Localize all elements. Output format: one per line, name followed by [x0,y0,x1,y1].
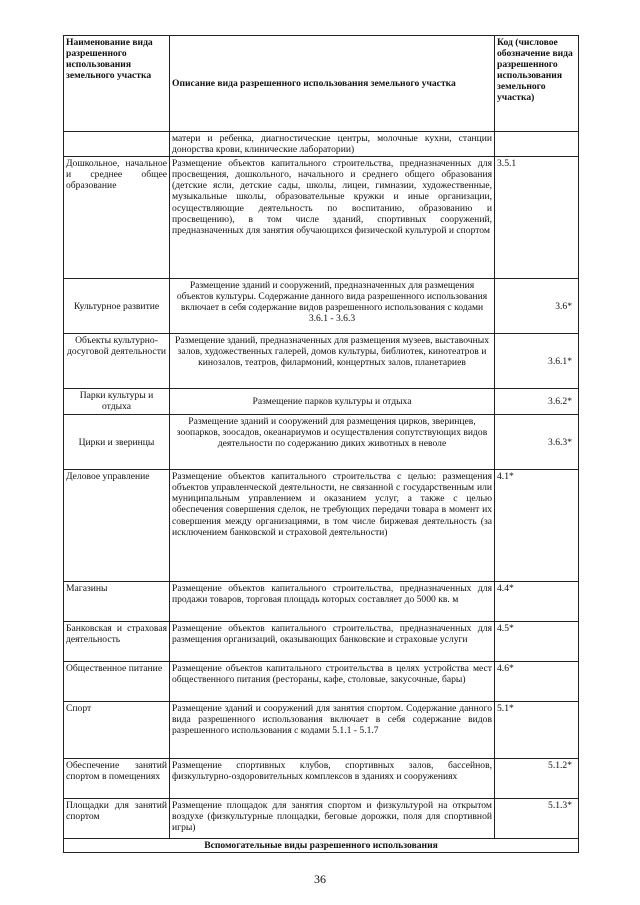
row-code: 3.6.2* [495,389,579,415]
row-description: Размещение зданий, предназначенных для размещения музеев, выставочных залов, художественных галерей, домов культуры, библиотек, кинотеатров и кинозалов, театров, филармоний, концертных залов, планетариев [170,334,495,389]
row-description: Размещение спортивных клубов, спортивных залов, бассейнов, физкультурно-оздоровительных комплексов в зданиях и сооружениях [170,759,495,799]
land-use-table [63,35,579,853]
row-name: Банковская и страховая деятельность [64,622,170,662]
row-name: Площадки для занятий спортом [64,799,170,839]
row-code: 5.1* [495,702,579,759]
row-name: Цирки и зверинцы [64,415,170,470]
row-name: Спорт [64,702,170,759]
header-code: Код (числовое обозначение вида разрешенного использования земельного участка) [495,36,579,132]
row-code: 3.6.1* [495,334,579,389]
row-name: Магазины [64,582,170,622]
row-name: Дошкольное, начальное и среднее общее образование [64,157,170,279]
row-description: Размещение объектов капитального строительства с целью: размещения объектов управленческой деятельности, не связанной с государственным или муниципальным управлением и оказанием услуг, а также с целью обеспечения совершения сделок, не требующих передачи товара в момент их совершения между организациями, в том числе биржевая деятельность (за исключением банковской и страховой деятельности) [170,470,495,582]
table-row [64,334,579,389]
table-row [64,157,579,279]
table-row [64,799,579,839]
row-code: 4.4* [495,582,579,622]
table-row [64,662,579,702]
row-name: Культурное развитие [64,279,170,334]
row-code: 5.1.2* [495,759,579,799]
table-row [64,132,579,157]
row-description: Размещение объектов капитального строительства, предназначенных для продажи товаров, торговая площадь которых составляет до 5000 кв. м [170,582,495,622]
row-code: 4.1* [495,470,579,582]
table-row [64,389,579,415]
table-row [64,759,579,799]
row-name: Обеспечение занятий спортом в помещениях [64,759,170,799]
row-code: 5.1.3* [495,799,579,839]
row-name: Объекты культурно-досуговой деятельности [64,334,170,389]
row-code: 3.6* [495,279,579,334]
header-name: Наименование вида разрешенного использования земельного участка [64,36,170,132]
row-description: матери и ребенка, диагностические центры, молочные кухни, станции донорства крови, клинические лаборатории) [170,132,495,157]
table-row [64,279,579,334]
row-name: Парки культуры и отдыха [64,389,170,415]
row-code: 3.6.3* [495,415,579,470]
row-name: Общественное питание [64,662,170,702]
section-row [64,839,579,853]
table-row [64,415,579,470]
table-header-row [64,36,579,132]
row-description: Размещение объектов капитального строительства в целях устройства мест общественного питания (рестораны, кафе, столовые, закусочные, бары) [170,662,495,702]
row-code: 4.5* [495,622,579,662]
table-row [64,470,579,582]
row-description: Размещение площадок для занятия спортом и физкультурой на открытом воздухе (физкультурные площадки, беговые дорожки, поля для спортивной игры) [170,799,495,839]
row-name: Деловое управление [64,470,170,582]
row-description: Размещение зданий и сооружений для размещения цирков, зверинцев, зоопарков, зоосадов, океанариумов и осуществления сопутствующих видов деятельности по содержанию диких животных в неволе [170,415,495,470]
row-description: Размещение объектов капитального строительства, предназначенных для просвещения, дошкольного, начального и среднего общего образования (детские ясли, детские сады, школы, лицеи, гимназии, художественные, музыкальные школы, образовательные кружки и иные организации, осуществляющие деятельность по воспитанию, образованию и просвещению), в том числе зданий, спортивных сооружений, предназначенных для занятия обучающихся физической культурой и спортом [170,157,495,279]
row-name [64,132,170,157]
section-title: Вспомогательные виды разрешенного использования [64,839,579,853]
row-code [495,132,579,157]
row-description: Размещение объектов капитального строительства, предназначенных для размещения организаций, оказывающих банковские и страховые услуги [170,622,495,662]
page-number: 36 [314,872,326,886]
table-row [64,702,579,759]
row-code: 3.5.1 [495,157,579,279]
header-description: Описание вида разрешенного использования земельного участка [170,36,495,132]
table-row [64,582,579,622]
row-description: Размещение зданий и сооружений для занятия спортом. Содержание данного вида разрешенного использования включает в себя содержание видов разрешенного использования с кодами 5.1.1 - 5.1.7 [170,702,495,759]
document-page [63,35,578,853]
table-row [64,622,579,662]
row-description: Размещение парков культуры и отдыха [170,389,495,415]
row-description: Размещение зданий и сооружений, предназначенных для размещения объектов культуры. Содержание данного вида разрешенного использования включает в себя содержание видов разрешенного использования с кодами 3.6.1 - 3.6.3 [170,279,495,334]
row-code: 4.6* [495,662,579,702]
